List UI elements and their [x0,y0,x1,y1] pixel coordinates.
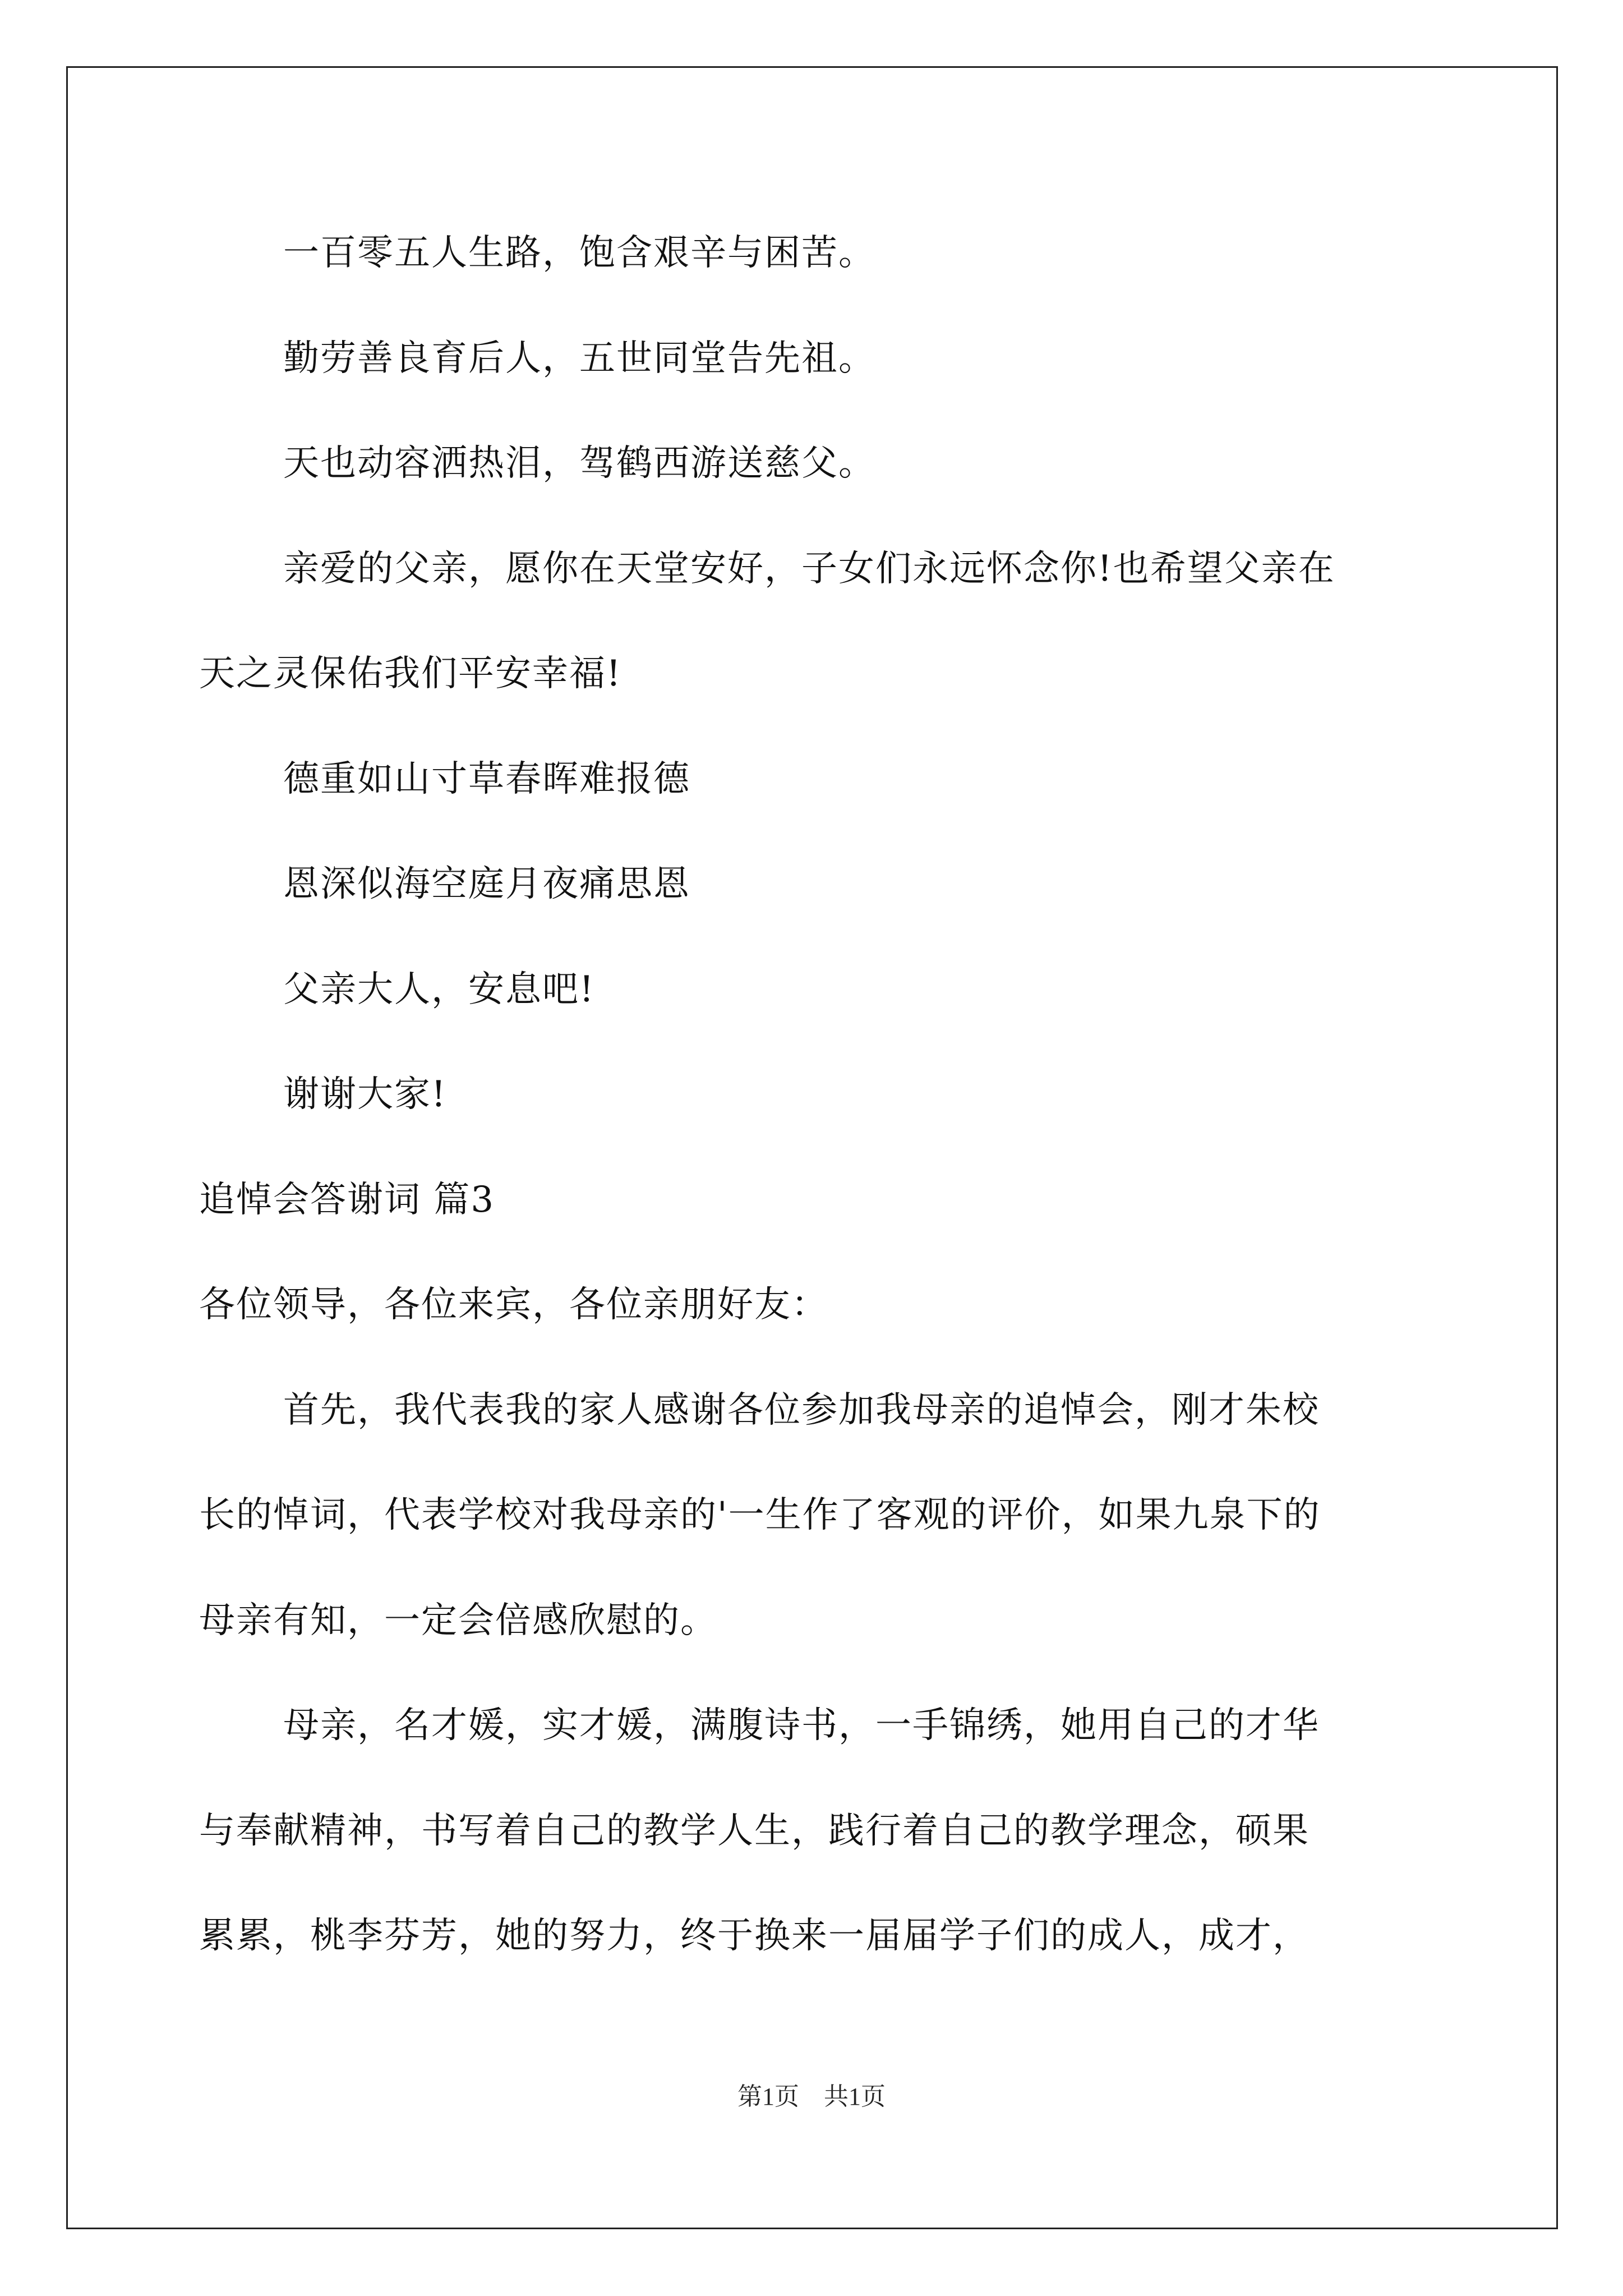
poem-line: 勤劳善良育后人，五世同堂告先祖。 [283,338,875,379]
couplet-line: 恩深似海空庭月夜痛思恩 [283,863,690,905]
paragraph-line: 长的悼词，代表学校对我母亲的'一生作了客观的评价，如果九泉下的 [199,1494,1321,1536]
paragraph-line: 母亲，名才媛，实才媛，满腹诗书，一手锦绣，她用自己的才华 [283,1705,1320,1746]
page-border [66,66,1558,2229]
section-heading: 追悼会答谢词 篇3 [199,1179,495,1221]
page-number-footer: 第1页 共1页 [737,2083,886,2110]
poem-line: 天也动容洒热泪，驾鹤西游送慈父。 [283,443,875,484]
paragraph-line: 亲爱的父亲，愿你在天堂安好，子女们永远怀念你!也希望父亲在 [283,548,1335,590]
paragraph-line: 首先，我代表我的家人感谢各位参加我母亲的追悼会，刚才朱校 [283,1389,1320,1431]
couplet-line: 德重如山寸草春晖难报德 [283,758,690,800]
poem-line: 一百零五人生路，饱含艰辛与困苦。 [283,232,875,274]
paragraph-line: 父亲大人，安息吧! [283,969,595,1010]
salutation: 各位领导，各位来宾，各位亲朋好友： [199,1284,828,1326]
paragraph-line: 与奉献精神，书写着自己的教学人生，践行着自己的教学理念，硕果 [199,1810,1310,1852]
paragraph-line: 天之灵保佑我们平安幸福! [199,653,622,694]
paragraph-line: 母亲有知，一定会倍感欣慰的。 [199,1600,717,1641]
paragraph-line: 谢谢大家! [283,1074,447,1115]
paragraph-line: 累累，桃李芬芳，她的努力，终于换来一届届学子们的成人，成才， [199,1915,1310,1957]
